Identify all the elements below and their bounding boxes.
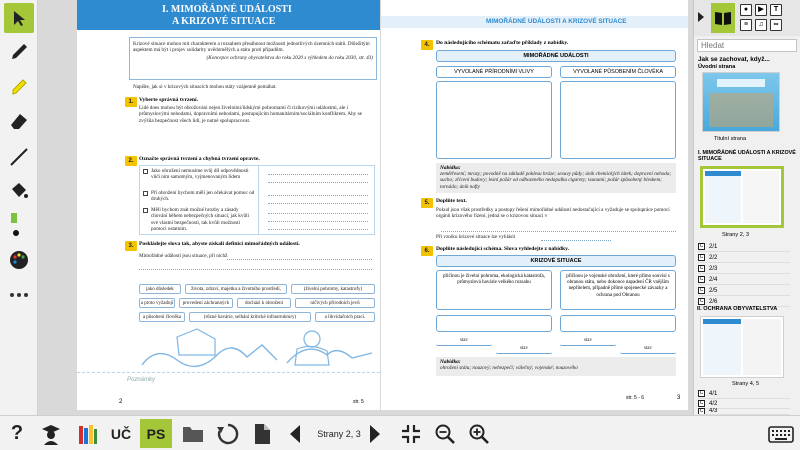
left-footer-ref: str. 5 [353, 399, 364, 405]
collapse-sidebar-icon[interactable] [696, 10, 706, 24]
cursor-tool-button[interactable] [4, 3, 34, 33]
media-icon[interactable]: ♫ [755, 19, 767, 31]
offer2-label: Nabídka: [440, 359, 461, 365]
list-item-2-4[interactable]: C 2/4 [698, 275, 790, 285]
chapter1-label: I. MIMOŘÁDNÉ UDÁLOSTI A KRIZOVÉ SITUACE [698, 150, 796, 163]
task-badge-3: 3. [125, 241, 137, 251]
fit-screen-button[interactable] [398, 419, 424, 448]
word-chip-9[interactable]: (různé havárie, selhání kritické infrastruktury) [189, 312, 311, 322]
help-button[interactable]: ? [10, 422, 24, 444]
task2-table: Jako ohrožení nemusíme svůj díl odpovědnosti vůči ním samotným, vyjmenovaným lidem Při ohrožení bychom měli jen očekávat pomoc od druhých. Měli bychom znát možné hrozby a zásady chování během nebezpečných situací, jak kvůli své vlastní bezpečnosti, tak kvůli možnosti pomoci ostatním. [139, 165, 375, 235]
list-item-4-2[interactable]: C 4/2 [698, 399, 790, 409]
zoom-in-button[interactable] [466, 419, 492, 448]
list-item-2-3[interactable]: C 2/3 [698, 264, 790, 274]
stroke-size-dot[interactable] [13, 230, 19, 236]
intro-text: Krizové situace mohou mít charakterem a rozsahem přesáhnout možnosti jednotlivých územních států. Důležitým aspektem má být i projev solidarity uvědomělých a státu proti případům. [133, 41, 370, 54]
left-page-footer [77, 372, 380, 410]
word-chip-5[interactable]: provedení záchranných [179, 298, 233, 308]
bottom-toolbar [0, 415, 800, 450]
list-item-4-1[interactable]: C 4/1 [698, 389, 790, 399]
search-input[interactable] [697, 39, 797, 52]
offer-panel [436, 163, 676, 193]
list-item-2-1[interactable]: C 2/1 [698, 242, 790, 252]
keyboard-icon [768, 424, 794, 444]
stav-label-2: stav [496, 344, 552, 354]
checkbox-3[interactable] [143, 208, 148, 213]
chevron-left-icon [287, 423, 303, 445]
task5-title: Doplňte text. [436, 198, 467, 204]
document-button[interactable] [248, 419, 276, 448]
lines-icon[interactable]: ≡ [740, 19, 752, 31]
pencil-tool-button[interactable] [4, 36, 34, 66]
list-item-4-3[interactable]: C 4/3 [698, 408, 790, 415]
list-item-2-2[interactable]: C 2/2 [698, 253, 790, 263]
task6-title: Doplňte následující schéma. Slova vyhledejte z nabídky. [436, 246, 570, 252]
fit-screen-icon [400, 423, 422, 445]
word-chip-6[interactable]: dochází k ohrožení [237, 298, 291, 308]
camera-icon[interactable]: ● [740, 4, 752, 16]
stav-label-3: stav [560, 336, 616, 346]
zoom-in-icon [468, 423, 490, 445]
text-icon[interactable]: T [770, 4, 782, 16]
right-page-number: 3 [677, 395, 681, 401]
chapter-title-line1: I. MIMOŘÁDNÉ UDÁLOSTI [162, 4, 292, 15]
task-badge-6: 6. [421, 246, 433, 256]
uc-button[interactable]: UČ [110, 425, 132, 442]
page-indicator: Strany 2, 3 [317, 428, 361, 439]
line-icon [8, 146, 30, 168]
schema4-title: MIMOŘÁDNÉ UDÁLOSTI [436, 50, 676, 62]
stav-label-1: stav [436, 336, 492, 346]
notes-label: Poznámky [127, 377, 156, 383]
task-badge-1: 1. [125, 97, 137, 107]
word-chip-1[interactable]: jako důsledek [139, 284, 181, 294]
task3-title: Poskládejte slova tak, abyste získali definici mimořádných událostí. [139, 241, 300, 247]
chapter-title-line2: A KRIZOVÉ SITUACE [172, 16, 276, 27]
word-chip-7[interactable]: ničivých přírodních jevů [295, 298, 375, 308]
link-icon[interactable]: ∞ [770, 19, 782, 31]
more-tools-button[interactable] [4, 280, 34, 310]
thumb-pages-2-3[interactable] [700, 166, 784, 228]
chevron-right-icon [367, 423, 383, 445]
schema4-col-left: VYVOLANÉ PŘÍRODNÍMI VLIVY [436, 66, 552, 78]
intro-box [129, 37, 377, 80]
task-badge-2: 2. [125, 156, 137, 166]
zoom-out-button[interactable] [432, 419, 458, 448]
thumb-title-page[interactable] [702, 72, 780, 132]
schema6-answer-right[interactable] [560, 315, 676, 332]
thumb-pages-4-5[interactable] [700, 316, 784, 378]
palette-icon [8, 249, 30, 271]
pencil-icon [8, 40, 30, 62]
library-button[interactable] [74, 419, 102, 448]
books-icon [76, 422, 100, 446]
keyboard-button[interactable] [766, 419, 796, 448]
word-chip-8[interactable]: a působení člověka [139, 312, 185, 322]
right-page-header: MIMOŘÁDNÉ UDÁLOSTI A KRIZOVÉ SITUACE [486, 18, 627, 25]
decorative-illustration [137, 325, 377, 370]
ps-button[interactable]: PS [140, 419, 172, 448]
schema4-answer-right[interactable] [560, 81, 676, 159]
highlighter-icon [8, 75, 30, 97]
thumb1-label: Úvodní strana [698, 64, 736, 70]
page-viewer[interactable] [38, 0, 693, 415]
offer2-text: ohrožení státu; nouzový; nebezpečí; válečný; vojenské; nouzového [440, 365, 578, 371]
page-left [77, 0, 380, 410]
left-page-number: 2 [119, 399, 123, 405]
schema6-box-right: přičinou je vojenské ohrožení, které přímo souvisí s obranou státu, nebo dokonce napadení ČR vnějším nepřítelem, případně přímé spojenecké závazky a ochrana pod Obranou [560, 270, 676, 310]
task4-title: Do následujícího schématu zařaďte příklady z nabídky. [436, 40, 569, 46]
schema6-answer-left[interactable] [436, 315, 552, 332]
word-chip-2[interactable]: života, zdraví, majetku a životního prostředí, [185, 284, 287, 294]
thumb1-caption: Titulní strana [714, 136, 747, 142]
book-icon [714, 10, 732, 26]
task2-title: Označte správná tvrzení a chybná tvrzení opravte. [139, 156, 260, 162]
thumb3-caption: Strany 4, 5 [732, 381, 760, 387]
offer-label: Nabídka: [440, 165, 461, 171]
chapter-header [77, 0, 380, 30]
stav-label-4: stav [620, 344, 676, 354]
word-chip-10[interactable]: a likvidačních prací. [315, 312, 375, 322]
teacher-icon [39, 422, 63, 446]
palette-tool-button[interactable] [4, 245, 34, 275]
offer2-panel [436, 357, 676, 376]
offer-text: zemětřesení; mrazy; povodně na základě poklesu hráze; sesuvy půdy; únik chemických látek; dopravní nehoda; sucho; zřícení budovy; lesní požár od odhozeného nedopalku cigarety; tsunami; požár způsobený bleskem; tornádo; únik nafty [440, 171, 672, 190]
checkbox-2[interactable] [143, 191, 148, 196]
schema6-title: KRIZOVÉ SITUACE [436, 255, 676, 267]
thumb2-caption: Strany 2, 3 [722, 232, 750, 238]
word-chip-4[interactable]: a proto vyžadují [139, 298, 175, 308]
right-footer-ref: str. 5 - 6 [626, 395, 645, 401]
prev-page-button[interactable] [284, 419, 306, 448]
color-swatch-green[interactable] [11, 213, 17, 223]
highlighter-tool-button[interactable] [4, 71, 34, 101]
teacher-button[interactable] [37, 419, 65, 448]
page-right [381, 0, 688, 410]
sidebar-tabs [694, 0, 800, 36]
schema6-box-left: přičinou je živelní pohroma, ekologická katastrofa, průmyslová havárie velkého rozsahu [436, 270, 552, 310]
chapter2-label: II. OCHRANA OBYVATELSTVA [697, 306, 778, 312]
document-icon [252, 422, 272, 446]
folder-icon [181, 423, 207, 445]
next-page-button[interactable] [364, 419, 386, 448]
schema4-col-right: VYVOLANÉ PŮSOBENÍM ČLOVĚKA [560, 66, 676, 78]
intro-quote: (Koncepce ochrany obyvatelstva do roku 2020 s výhledem do roku 2030, str. 43) [206, 54, 373, 61]
refresh-button[interactable] [214, 419, 242, 448]
task-badge-4: 4. [421, 40, 433, 50]
task-badge-5: 5. [421, 198, 433, 208]
refresh-icon [216, 422, 240, 446]
list-item-2-6[interactable]: C 2/6 [698, 297, 790, 307]
word-chip-3[interactable]: (živelní pohromy, katastrofy) [291, 284, 375, 294]
task5-end: Při vzniku krizové situace lze vyhlásit [436, 234, 516, 240]
fill-bucket-icon [8, 180, 30, 202]
line-tool-button[interactable] [4, 142, 34, 172]
checkbox-1[interactable] [143, 169, 148, 174]
tab-book[interactable] [711, 3, 735, 33]
zoom-out-icon [434, 423, 456, 445]
eraser-tool-button[interactable] [4, 106, 34, 136]
left-toolbar [0, 0, 38, 415]
task1-title: Vyberte správná tvrzení. [139, 97, 198, 103]
schema4-answer-left[interactable] [436, 81, 552, 159]
list-item-2-5[interactable]: C 2/5 [698, 286, 790, 296]
intro-prompt: Napište, jak si v krizových situacích mohou státy vzájemně pomáhat. [133, 84, 277, 90]
task5-text: Pokud jsou však prostředky a postupy řešení mimořádné události nedostačující a vyžaduje se spolupráce pomocí orgánů krizového řízení, jedná se o krizovou situaci v [436, 207, 670, 220]
more-icon [8, 290, 30, 300]
open-folder-button[interactable] [180, 419, 208, 448]
task3-lead: Mimořádné události jsou situace, při nichž [139, 253, 228, 259]
fill-tool-button[interactable] [4, 176, 34, 206]
video-icon[interactable]: ▶ [755, 4, 767, 16]
sidebar-section-title: Jak se zachovat, když... [698, 56, 770, 63]
task1-text: Lidé dnes mohou být ohrožováni nejen živelními/lidskými pohromami či rizikovými událostmi, ale i průmyslovými nehodami, dopravními nehodami, postupujícím humanitárním/sociálním konfliktem. Aby se zvýšila bezpečnost všech lidí, je nutné spolupracovat. [139, 105, 362, 124]
cursor-icon [10, 9, 28, 27]
eraser-icon [8, 110, 30, 132]
